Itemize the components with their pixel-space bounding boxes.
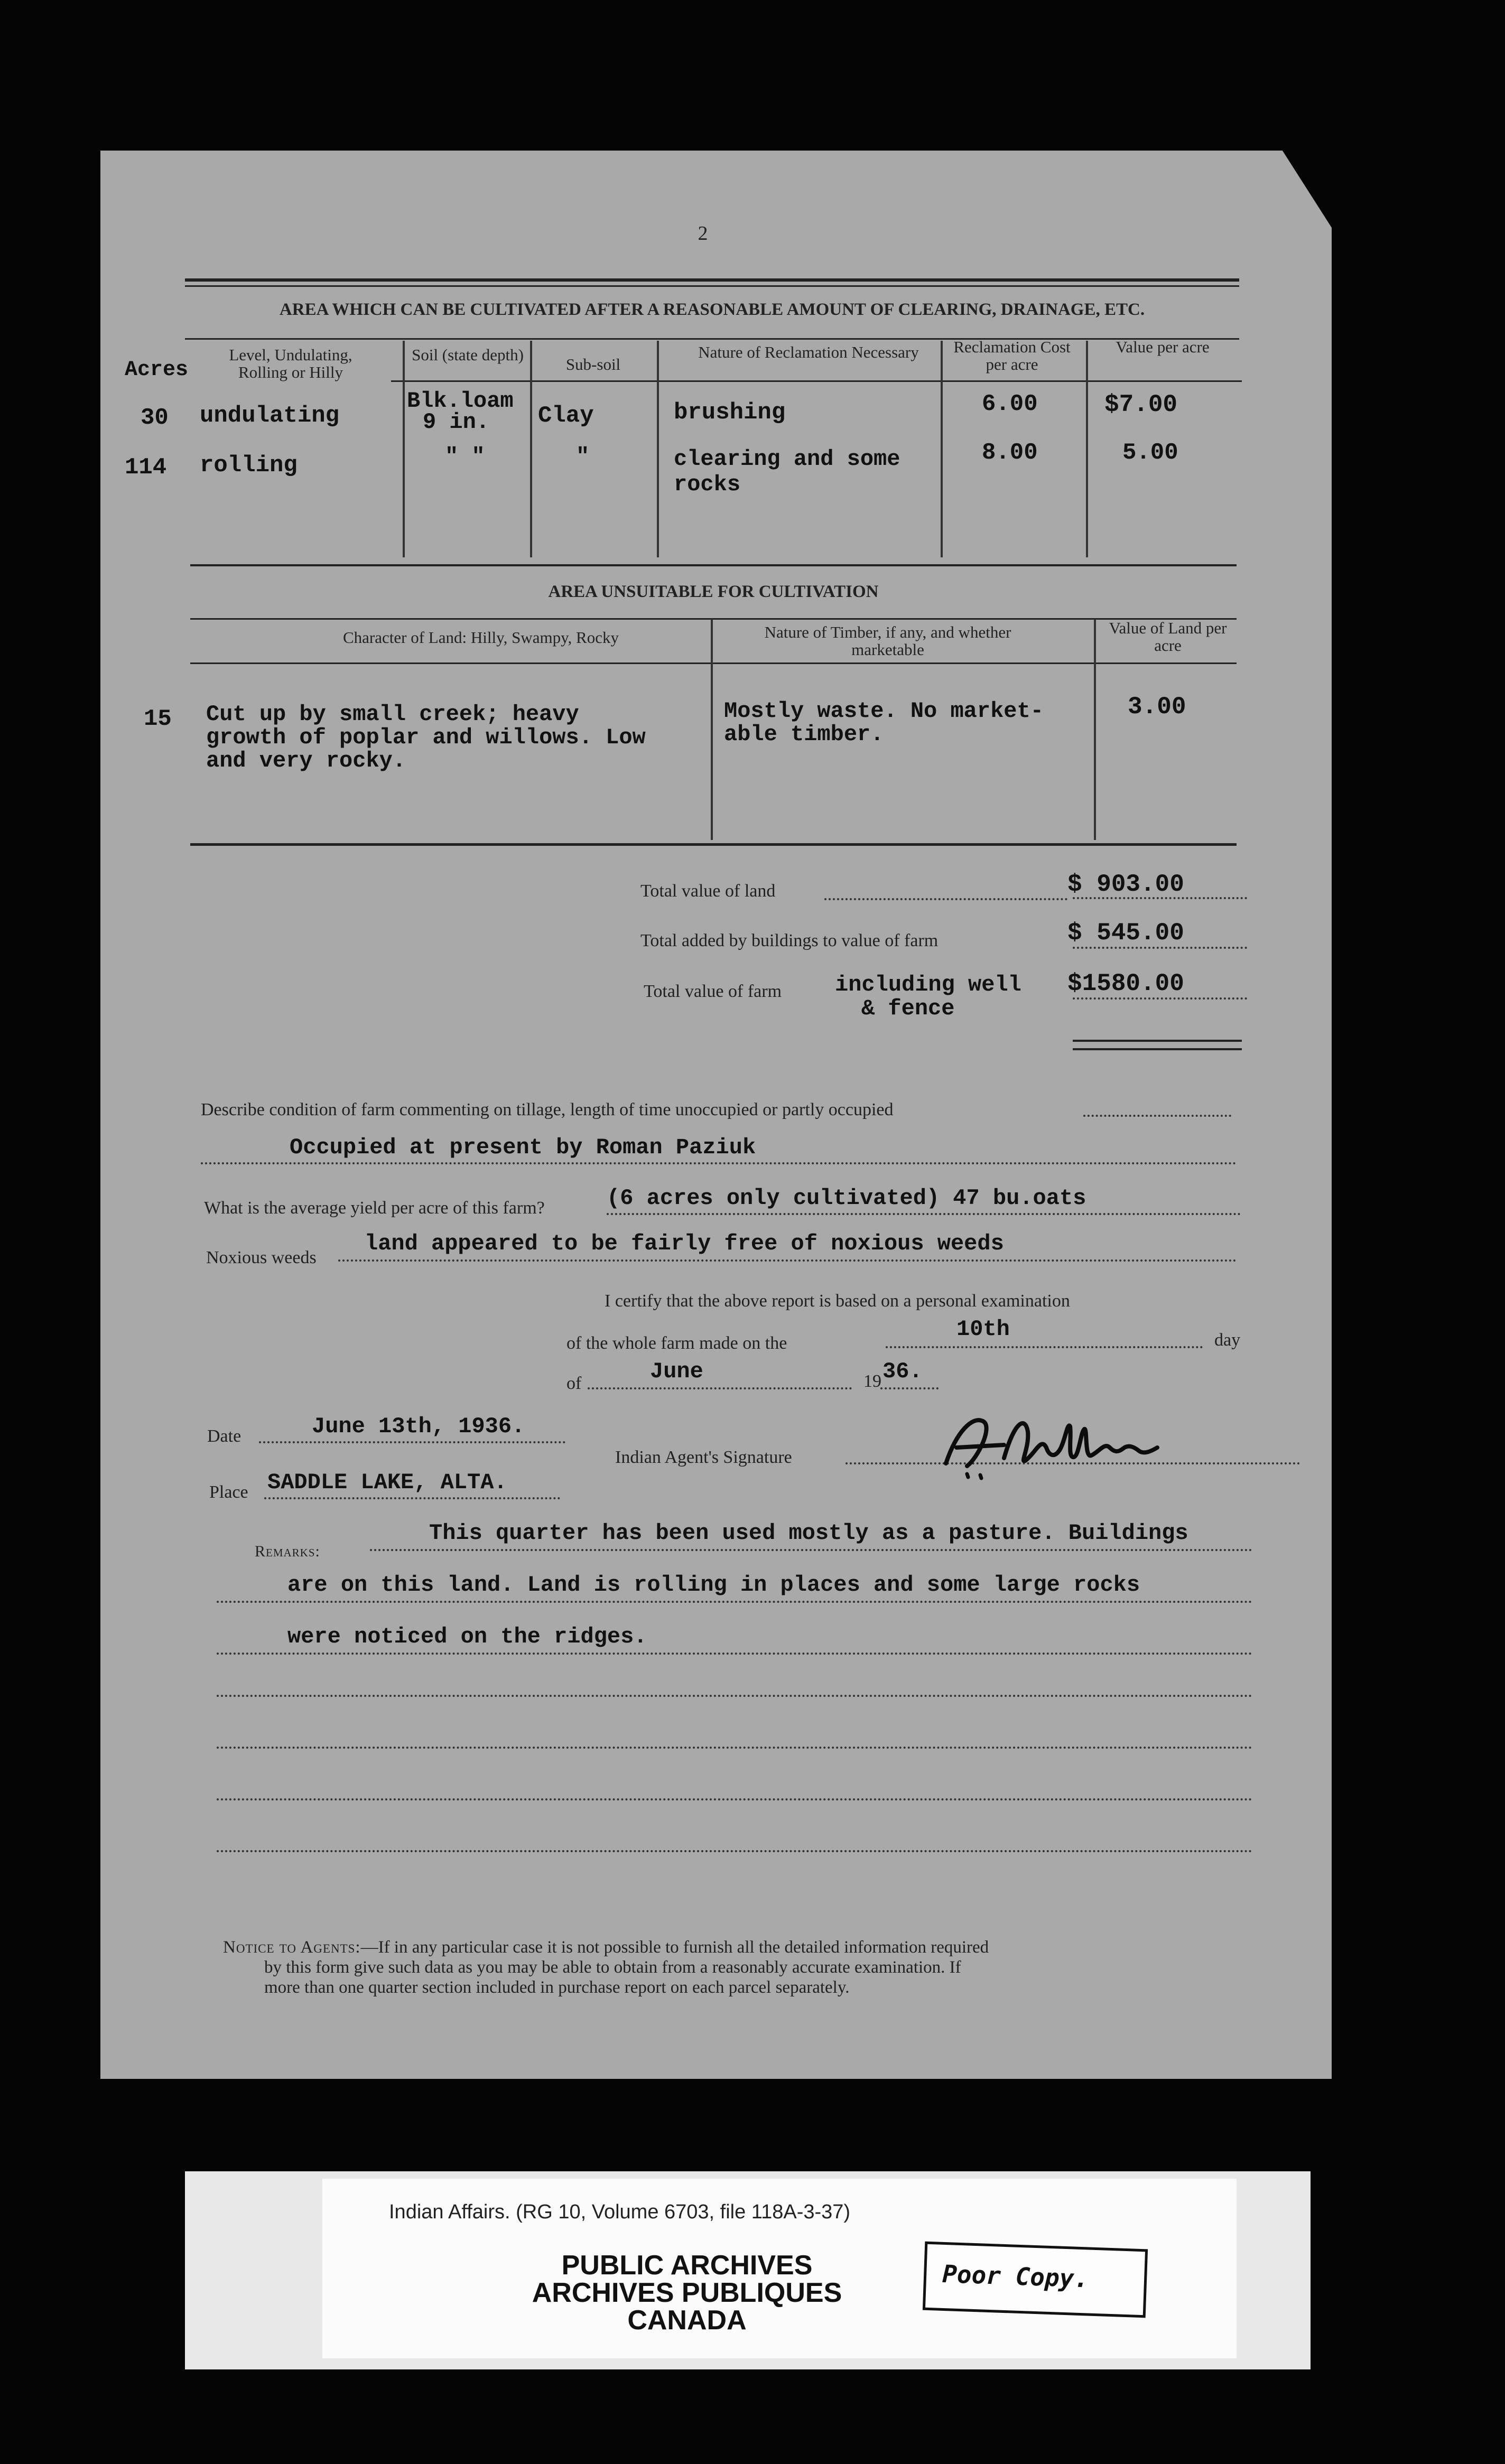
col-timber-header: Nature of Timber, if any, and whether marketable [764,623,1011,659]
unsuitable-header-bottom-rule [190,662,1237,664]
archive-line-3: CANADA [627,2305,747,2336]
remarks-line: were noticed on the ridges. [287,1624,647,1649]
col-divider [657,341,659,557]
col-divider [403,341,405,557]
condition-label: Describe condition of farm commenting on tillage, length of time unoccupied or partly occupied [201,1100,894,1119]
certify-year-prefix: 19 [863,1371,881,1391]
row-soil: " " [445,444,485,469]
dotted-line [370,1549,1252,1551]
poor-copy-text: Poor Copy. [942,2259,1090,2293]
unsuitable-header-top-rule [190,618,1237,620]
col-divider [941,341,943,557]
total-land-label: Total value of land [640,881,776,901]
signature-label: Indian Agent's Signature [615,1448,792,1467]
col-divider [711,619,713,840]
timber-line: able timber. [724,722,884,747]
condition-value: Occupied at present by Roman Paziuk [290,1135,756,1160]
dotted-leader [1073,897,1247,899]
col-cost-header: Reclamation Cost per acre [953,338,1071,374]
row-acres: 114 [125,454,167,481]
col-divider [1094,619,1096,840]
cultivable-title: AREA WHICH CAN BE CULTIVATED AFTER A REASONABLE AMOUNT OF CLEARING, DRAINAGE, ETC. [279,300,1145,319]
col-value-header: Value per acre [1116,338,1210,356]
row-reclamation-cont: rocks [674,472,741,497]
unsuitable-title: AREA UNSUITABLE FOR CULTIVATION [548,582,879,601]
certify-year-value: 36. [882,1359,923,1384]
section-rule [190,564,1237,566]
total-buildings-value: $ 545.00 [1067,919,1184,947]
col-reclamation-header: Nature of Reclamation Necessary [698,343,919,361]
row-subsoil: " [576,444,590,469]
notice-line: more than one quarter section included in purchase report on each parcel separately. [264,1978,850,1997]
col-divider [1086,341,1088,557]
row-soil: Blk.loam [407,388,514,414]
row-reclamation: brushing [674,399,786,426]
cultivable-header-bottom-rule [391,380,1242,382]
col-subsoil-header: Sub-soil [565,355,621,374]
dotted-line [217,1653,1252,1655]
dotted-line [217,1747,1252,1749]
notice-line: by this form give such data as you may be able to obtain from a reasonably accurate examination. If [264,1958,961,1977]
dotted-line [607,1213,1241,1215]
dotted-leader [886,1346,1203,1348]
certify-day-value: 10th [956,1317,1010,1342]
archive-line-2: ARCHIVES PUBLIQUES [532,2278,842,2308]
character-line: Cut up by small creek; heavy [206,702,579,727]
character-line: growth of poplar and willows. Low [206,725,646,750]
remarks-line: This quarter has been used mostly as a pasture. Buildings [429,1520,1188,1546]
dotted-line [217,1798,1252,1800]
place-label: Place [209,1482,248,1502]
dotted-leader [824,898,1067,900]
dotted-line [338,1259,1237,1262]
certify-month-value: June [650,1359,703,1384]
col-divider [530,341,532,557]
certify-date-label: of the whole farm made on the [566,1333,787,1353]
notice-label: Notice to Agents: [223,1938,361,1957]
col-acres-header: Acres [125,358,189,382]
dotted-line [217,1695,1252,1697]
archive-line-1: PUBLIC ARCHIVES [561,2250,813,2281]
total-farm-value: $1580.00 [1067,970,1184,997]
weeds-value: land appeared to be fairly free of noxious weeds [365,1231,1004,1256]
row-value: $7.00 [1104,391,1178,418]
row-acres: 30 [141,405,169,431]
notice-text: —If in any particular case it is not possible to furnish all the detailed information required [360,1938,989,1957]
yield-label: What is the average yield per acre of this farm? [204,1198,545,1218]
remarks-label: Remarks: [255,1543,320,1560]
dotted-leader [1083,1115,1231,1117]
section-rule [190,843,1237,846]
total-farm-label: Total value of farm [644,982,782,1001]
row-reclamation: clearing and some [674,446,900,472]
dotted-line [201,1162,1237,1164]
dotted-leader [264,1497,560,1499]
total-farm-note: including well [835,972,1021,997]
cultivable-header-top-rule [185,338,1239,340]
date-label: Date [207,1426,241,1446]
row-cost: 8.00 [982,440,1038,466]
certify-line: I certify that the above report is based on a personal examination [605,1291,1070,1311]
row-subsoil: Clay [538,403,594,429]
row-acres: 15 [144,706,172,732]
poor-copy-stamp [923,2242,1148,2318]
total-farm-note-cont: & fence [861,996,955,1021]
date-value: June 13th, 1936. [312,1414,525,1439]
col-soil-header: Soil (state depth) [412,346,524,364]
dotted-leader [1073,947,1247,949]
archive-reference: Indian Affairs. (RG 10, Volume 6703, file 118A-3-37) [389,2201,851,2223]
weeds-label: Noxious weeds [206,1248,317,1267]
notice-line [223,1938,989,1957]
dotted-leader [880,1387,939,1389]
dotted-line [217,1601,1252,1603]
certify-of-label: of [566,1374,582,1393]
total-buildings-label: Total added by buildings to value of farm [640,931,939,950]
place-value: SADDLE LAKE, ALTA. [267,1470,507,1495]
row-cost: 6.00 [982,391,1038,417]
row-soil-depth: 9 in. [423,409,490,435]
dotted-leader [588,1387,852,1389]
timber-line: Mostly waste. No market- [724,698,1044,724]
remarks-line: are on this land. Land is rolling in places and some large rocks [287,1572,1140,1598]
total-land-value: $ 903.00 [1067,871,1184,898]
row-level: undulating [200,403,340,429]
row-level: rolling [200,452,298,479]
certify-day-label: day [1214,1330,1241,1350]
handwritten-signature [935,1400,1189,1485]
dotted-line [217,1850,1252,1852]
double-rule [1073,1040,1242,1042]
dotted-leader [1073,997,1247,1000]
col-level-header: Level, Undulating, Rolling or Hilly [229,346,352,381]
top-rule [185,278,1239,282]
page-number: 2 [698,222,708,245]
col-character-header: Character of Land: Hilly, Swampy, Rocky [343,628,619,647]
row-value: 5.00 [1122,440,1178,466]
top-rule-thin [185,285,1239,287]
character-line: and very rocky. [206,748,406,773]
dotted-leader [259,1441,565,1443]
col-land-value-header: Value of Land per acre [1109,619,1227,655]
land-value: 3.00 [1128,693,1186,721]
double-rule [1073,1048,1242,1050]
yield-value: (6 acres only cultivated) 47 bu.oats [607,1186,1086,1211]
